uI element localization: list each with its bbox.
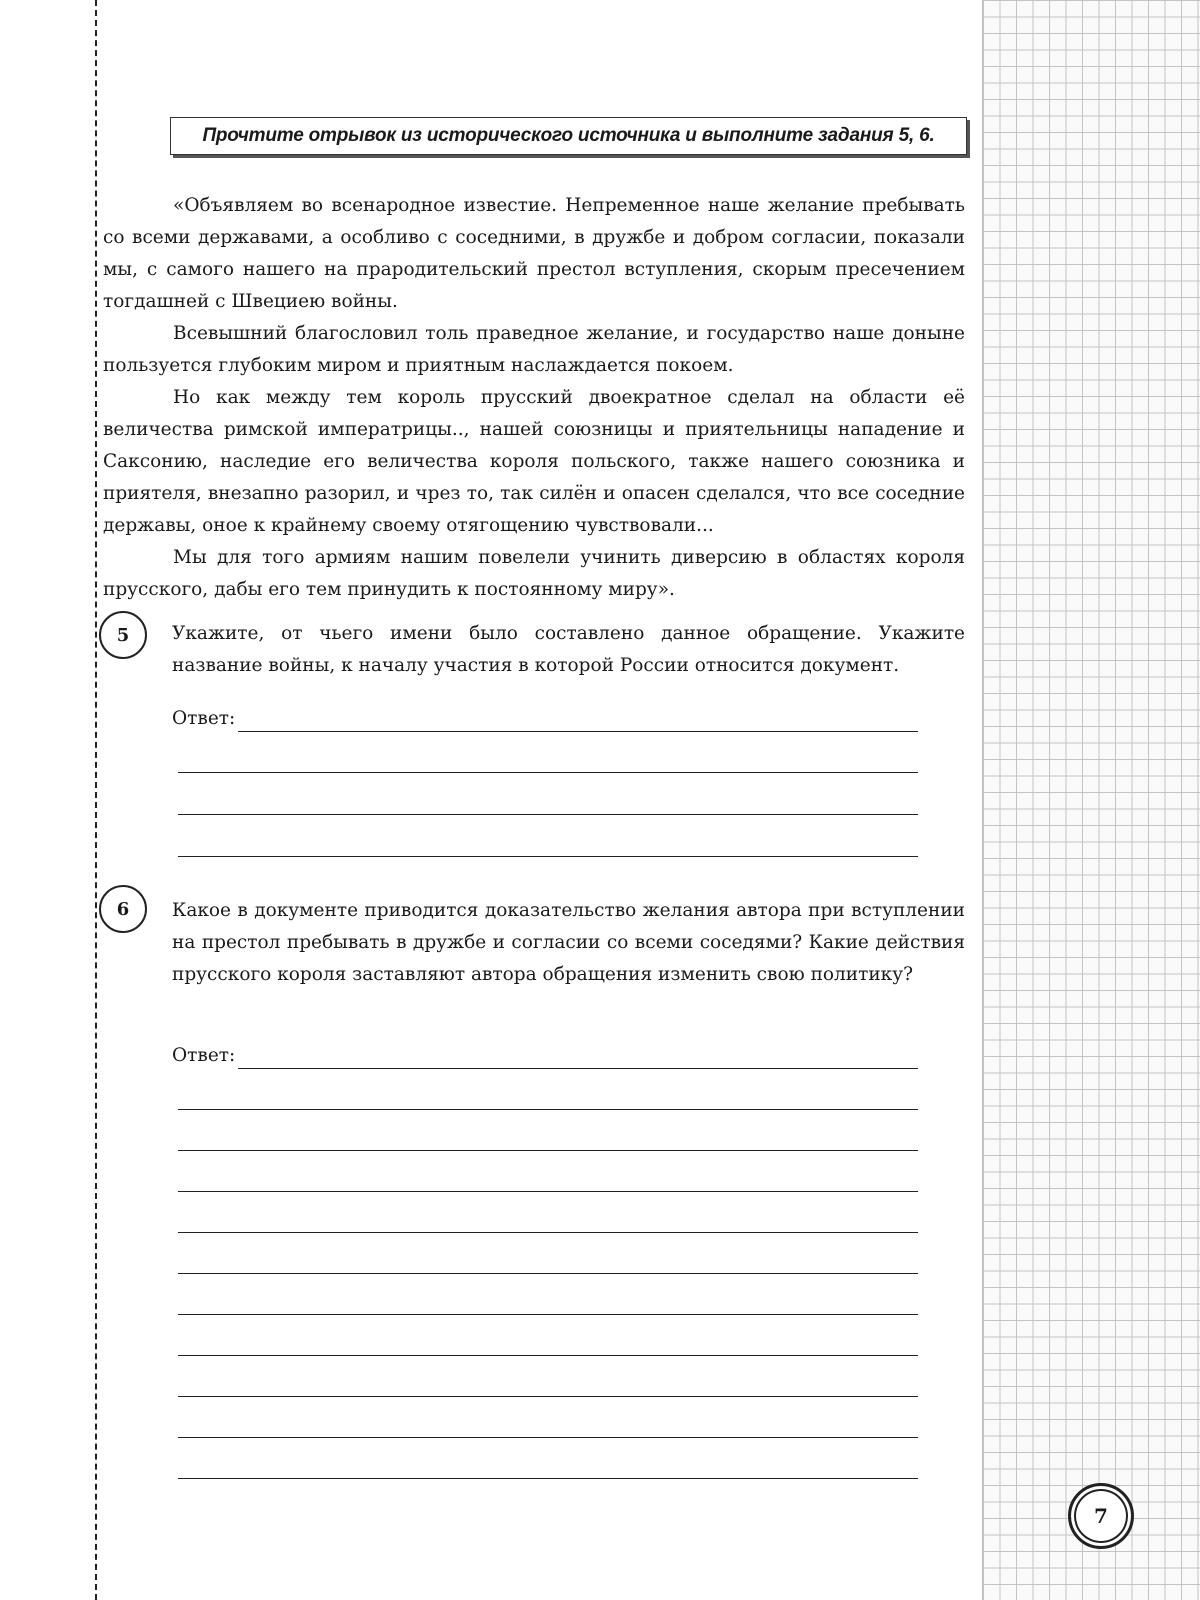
question-6-answer-line[interactable]: [178, 1478, 918, 1479]
question-6-answer-line[interactable]: [178, 1314, 918, 1315]
passage-paragraph: Мы для того армиям нашим повелели учинить диверсию в областях короля прусского, дабы его тем принудить к постоянному миру».: [103, 547, 965, 600]
instruction-box: [170, 117, 967, 155]
question-5-answer-line[interactable]: [178, 814, 918, 815]
question-5-answer-line[interactable]: [178, 772, 918, 773]
question-6-answer-label: Ответ:: [172, 1045, 236, 1066]
question-6-answer-line[interactable]: [178, 1437, 918, 1438]
question-5-answer-line[interactable]: [238, 731, 918, 732]
question-6-answer-line[interactable]: [178, 1191, 918, 1192]
graph-paper-margin: [982, 0, 1200, 1600]
question-6-answer-line[interactable]: [178, 1355, 918, 1356]
question-6-answer-line[interactable]: [178, 1109, 918, 1110]
question-6-number: 6: [99, 885, 147, 933]
question-6-answer-line[interactable]: [178, 1396, 918, 1397]
source-passage: [103, 190, 965, 606]
cut-line: [95, 0, 97, 1600]
question-6-answer-line[interactable]: [238, 1068, 918, 1069]
question-6-answer-line[interactable]: [178, 1150, 918, 1151]
instruction-text: Прочтите отрывок из исторического источника и выполните задания 5, 6.: [202, 125, 935, 146]
passage-paragraph: «Объявляем во всенародное известие. Непременное наше желание пребывать со всеми державами, а особливо с соседними, в дружбе и добром согласии, показали мы, с самого нашего на прародительский престол вступления, скорым пресечением тогдашней с Швециею войны.: [103, 195, 965, 312]
passage-paragraph: Всевышний благословил толь праведное желание, и государство наше доныне пользуется глубоким миром и приятным наслаждается покоем.: [103, 323, 965, 376]
question-5-answer-label: Ответ:: [172, 708, 236, 729]
question-5-answer-line[interactable]: [178, 856, 918, 857]
page-number: 7: [1068, 1483, 1134, 1549]
question-6-answer-line[interactable]: [178, 1273, 918, 1274]
question-6-text: Какое в документе приводится доказательство желания автора при вступлении на престол пребывать в дружбе и согласии со всеми соседями? Какие действия прусского короля заставляют автора обращения изменить свою политику?: [172, 900, 965, 985]
question-6-answer-line[interactable]: [178, 1232, 918, 1233]
question-5-text: Укажите, от чьего имени было составлено данное обращение. Укажите название войны, к началу участия в которой России относится документ.: [172, 623, 965, 676]
question-5-number: 5: [99, 611, 147, 659]
passage-paragraph: Но как между тем король прусский двоекратное сделал на области её величества римской императрицы.., нашей союзницы и приятельницы нападение и Саксонию, наследие его величества короля польского, также нашего союзника и приятеля, внезапно разорил, и чрез то, так силён и опасен сделался, что все соседние державы, оное к крайнему своему отягощению чувствовали...: [103, 387, 965, 536]
